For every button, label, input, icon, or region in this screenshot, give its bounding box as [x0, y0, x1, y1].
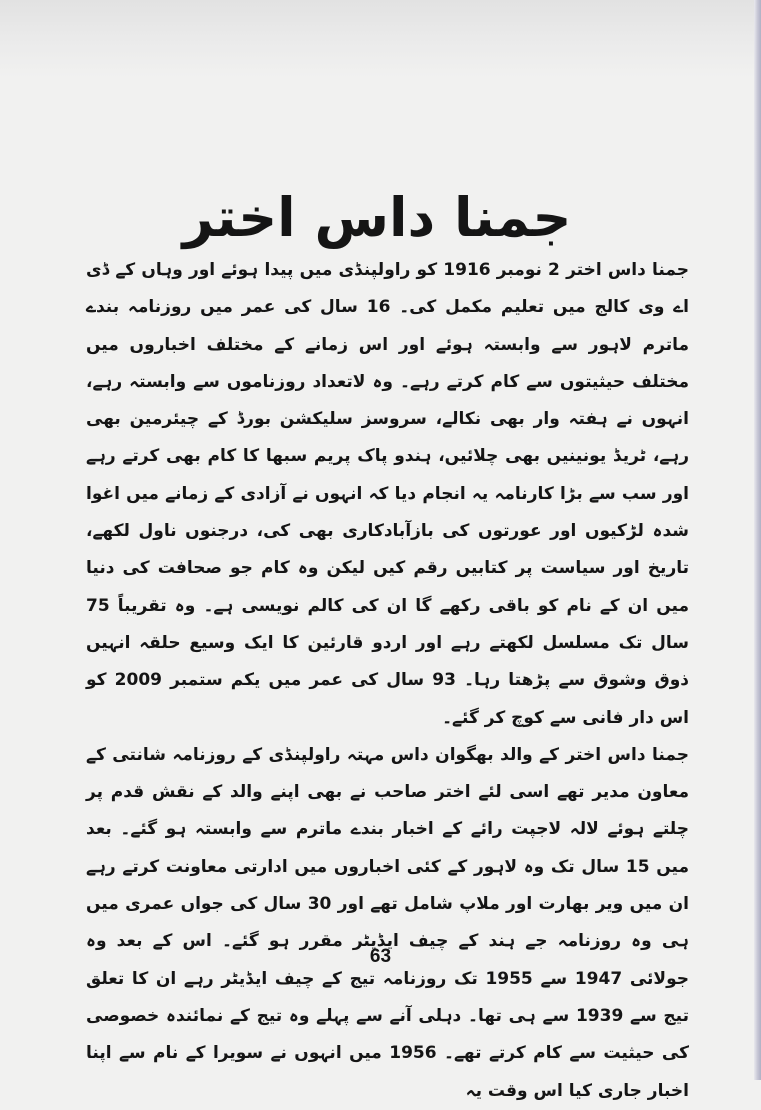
page-number: 63	[369, 946, 392, 967]
paragraph-1: جمنا داس اختر 2 نومبر 1916 کو راولپنڈی میں پیدا ہوئے اور وہاں کے ڈی اے وی کالج میں تعلیم مکمل کی۔ 16 سال کی عمر میں روزنامہ بندے ماترم لاہور سے وابستہ ہوئے اور اس زمانے کے مختلف اخباروں میں مختلف حیثیتوں سے کام کرتے رہے۔ وہ لاتعداد روزناموں سے وابستہ رہے، انہوں نے ہفتہ وار بھی نکالے، سروسز سلیکشن بورڈ کے چیئرمین بھی رہے، ٹریڈ یونینیں بھی چلائیں، ہندو پاک پریم سبھا کا کام بھی کرتے رہے اور سب سے بڑا کارنامہ یہ انجام دیا کہ انہوں نے آزادی کے زمانے میں اغوا شدہ لڑکیوں اور عورتوں کی بازآبادکاری بھی کی، درجنوں ناول لکھے، تاریخ اور سیاست پر کتابیں رقم کیں لیکن وہ کام جو صحافت کی دنیا میں ان کے نام کو باقی رکھے گا ان کی کالم نویسی ہے۔ وہ تقریباً 75 سال تک مسلسل لکھتے رہے اور اردو قارئین کا ایک وسیع حلقہ انہیں ذوق وشوق سے پڑھتا رہا۔ 93 سال کی عمر میں یکم ستمبر 2009 کو اس دار فانی سے کوچ کر گئے۔	[86, 260, 690, 728]
page-edge-shadow	[754, 0, 761, 1080]
paragraph-2: جمنا داس اختر کے والد بھگوان داس مہتہ راولپنڈی کے روزنامہ شانتی کے معاون مدیر تھے اسی لئے اختر صاحب نے بھی اپنے والد کے نقش قدم پر چلتے ہوئے لالہ لاجپت رائے کے اخبار بندے ماترم سے وابستہ ہو گئے۔ بعد میں 15 سال تک وہ لاہور کے کئی اخباروں میں ادارتی معاونت کرتے رہے ان میں ویر بھارت اور ملاپ شامل تھے اور 30 سال کی جواں عمری میں ہی وہ روزنامہ جے ہند کے چیف ایڈیٹر مقرر ہو گئے۔ اس کے بعد وہ جولائی 1947 سے 1955 تک روزنامہ تیج کے چیف ایڈیٹر رہے ان کا تعلق تیج سے 1939 سے ہی تھا۔ دہلی آنے سے پہلے وہ تیج کے نمائندہ خصوصی کی حیثیت سے کام کرتے تھے۔ 1956 میں انہوں نے سویرا کے نام سے اپنا اخبار جاری کیا اس وقت یہ	[86, 744, 690, 1101]
body-text	[86, 252, 689, 1110]
chapter-title: جمنا داس اختر	[182, 186, 572, 249]
